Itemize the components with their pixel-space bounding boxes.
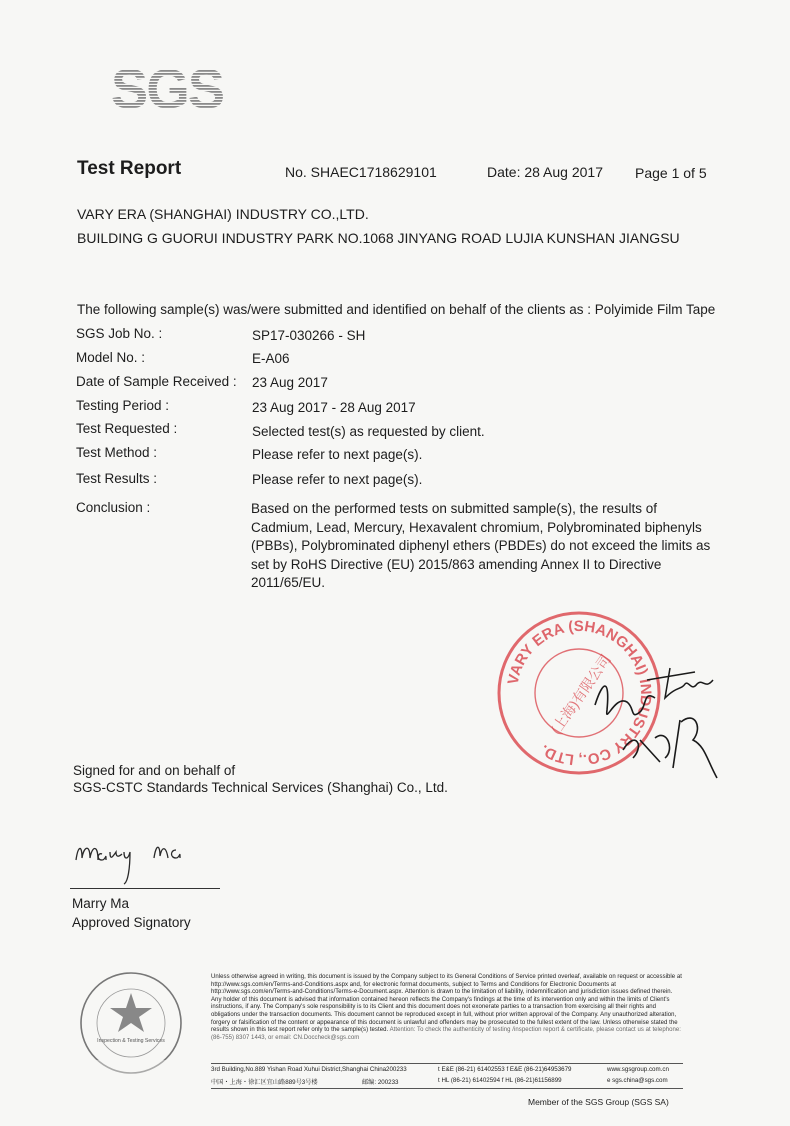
address-en: 3rd Building,No.889 Yishan Road Xuhui District,Shanghai China: [211, 1066, 387, 1073]
report-date: Date: 28 Aug 2017: [487, 164, 603, 180]
client-address: BUILDING G GUORUI INDUSTRY PARK NO.1068 JINYANG ROAD LUJIA KUNSHAN JIANGSU: [77, 230, 680, 246]
stamp-center-text: (上海)有限公司: [547, 651, 614, 737]
sample-intro: The following sample(s) was/were submitted and identified on behalf of the clients as : Polyimide Film Tape: [77, 302, 716, 317]
model-no-label: Model No. :: [76, 350, 146, 365]
address-cn: 中国・上海・徐汇区宜山路889号3号楼: [211, 1079, 318, 1086]
signed-block: [73, 762, 448, 796]
signed-line-2: SGS-CSTC Standards Technical Services (Shanghai) Co., Ltd.: [73, 780, 448, 795]
website: www.sgsgroup.com.cn: [607, 1066, 669, 1073]
sgs-member-note: Member of the SGS Group (SGS SA): [528, 1097, 669, 1107]
sgs-logo-text: SGS: [110, 57, 224, 120]
sgs-logo: [108, 57, 226, 120]
footer-seal: [76, 968, 206, 1078]
model-no-value: E-A06: [252, 351, 290, 366]
email: e sgs.china@sgs.com: [607, 1077, 668, 1084]
phone-cn: t HL (86-21) 61402594 f HL (86-21)61156899: [438, 1077, 562, 1084]
client-block: [77, 202, 680, 250]
test-method-value: Please refer to next page(s).: [252, 447, 423, 462]
seal-star-icon: [110, 993, 152, 1032]
test-requested-label: Test Requested :: [76, 421, 178, 436]
date-received-value: 23 Aug 2017: [252, 375, 328, 390]
date-received-label: Date of Sample Received :: [76, 374, 237, 389]
page-title: Test Report: [77, 158, 182, 179]
conclusion-label: Conclusion :: [76, 500, 151, 515]
postcode-en: 200233: [386, 1066, 407, 1073]
testing-period-value: 23 Aug 2017 - 28 Aug 2017: [252, 400, 416, 415]
signatory-title: Approved Signatory: [72, 915, 191, 930]
signatory-signature: [72, 832, 212, 892]
phone-en: t E&E (86-21) 61402553 f E&E (86-21)64953679: [438, 1066, 572, 1073]
footer-divider-2: [211, 1088, 683, 1089]
testing-period-label: Testing Period :: [76, 398, 170, 413]
conclusion-text: Based on the performed tests on submitted sample(s), the results of Cadmium, Lead, Mercury, Hexavalent chromium, Polybrominated biphenyls (PBBs), Polybrominated diphenyl ethers (PBDEs) do not exceed the limits as set by RoHS Directive (EU) 2015/863 amending Annex II to Directive 2011/65/EU.: [251, 501, 711, 590]
stamp-ring-text: VARY ERA (SHANGHAI) INDUSTRY CO., LTD.: [504, 617, 655, 769]
footer-disclaimer: [211, 974, 683, 1042]
test-method-label: Test Method :: [76, 445, 158, 460]
signed-line-1: Signed for and on behalf of: [73, 763, 236, 778]
signature-line: [70, 888, 220, 889]
handwritten-signature-right: [585, 650, 725, 785]
postcode-cn: 邮编: 200233: [362, 1079, 399, 1086]
attention-text: Attention: To check the authenticity of testing /inspection report & certificate, please contact us at telephone: (86-755) 8307 1443, or email: CN.Doccheck@sgs.com: [211, 1027, 681, 1041]
test-results-value: Please refer to next page(s).: [252, 472, 423, 487]
client-name: VARY ERA (SHANGHAI) INDUSTRY CO.,LTD.: [77, 206, 369, 222]
job-no-label: SGS Job No. :: [76, 326, 163, 341]
signatory-name: Marry Ma: [72, 896, 129, 911]
disclaimer-text: Unless otherwise agreed in writing, this document is issued by the Company subject to its General Conditions of Service printed overleaf, available on request or accessible at http://www.sgs.com/en/Terms-and-Conditions.aspx and, for electronic format documents, subject to Terms and Conditions for Electronic Documents at http://www.sgs.com/en/Terms-and-Conditions/Terms-e-Document.aspx. Attention is drawn to the limitation of liability, indemnification and jurisdiction issues defined therein. Any holder of this document is advised that information contained hereon reflects the Company's findings at the time of its intervention only and within the limits of Client's instructions, if any. The Company's sole responsibility is to its Client and this document does not exonerate parties to a transaction from exercising all their rights and obligations under the transaction documents. This document cannot be reproduced except in full, without prior written approval of the Company. Any unauthorized alteration, forgery or falsification of the content or appearance of this document is unlawful and offenders may be prosecuted to the fullest extent of the law. Unless otherwise stated the results shown in this test report refer only to the sample(s) tested.: [211, 974, 682, 1034]
job-no-value: SP17-030266 - SH: [252, 328, 366, 343]
page-number: Page 1 of 5: [635, 165, 707, 181]
signatory-block: [72, 894, 191, 932]
test-results-label: Test Results :: [76, 471, 158, 486]
seal-center-text: Inspection & Testing Services: [97, 1038, 165, 1044]
footer-divider-1: [211, 1063, 683, 1064]
report-number: No. SHAEC1718629101: [285, 164, 437, 180]
test-requested-value: Selected test(s) as requested by client.: [252, 424, 485, 439]
